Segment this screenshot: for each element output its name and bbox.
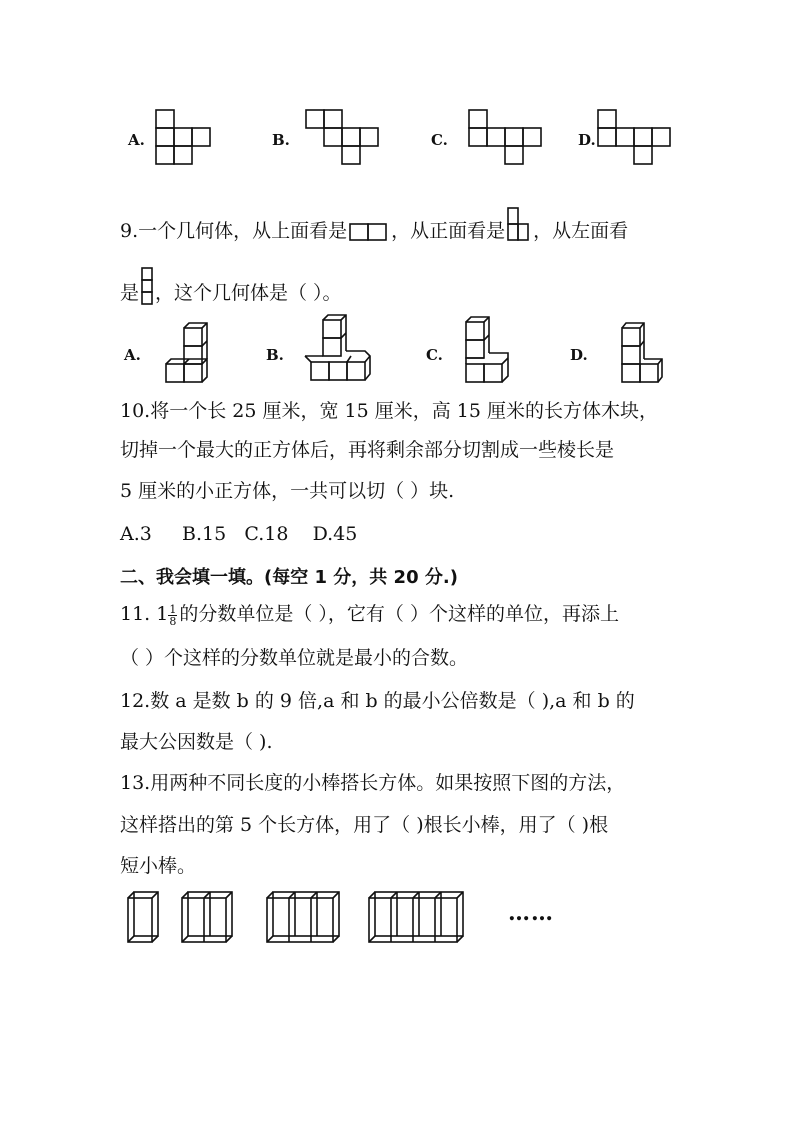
q13-cuboid-4-figure xyxy=(367,888,471,948)
q12-line-1: 12.数 a 是数 b 的 9 倍,a 和 b 的最小公倍数是（ ),a 和 b 的 xyxy=(120,690,635,712)
q11-fraction xyxy=(168,604,177,627)
q13-ellipsis: …… xyxy=(508,900,554,926)
q8-net-b-figure xyxy=(306,110,386,170)
q11-fraction-denominator: 8 xyxy=(169,614,177,628)
q9-question-line-2 xyxy=(120,266,342,306)
q10-line-1: 10.将一个长 25 厘米，宽 15 厘米，高 15 厘米的长方体木块， xyxy=(120,400,658,422)
q11-line-1 xyxy=(120,601,619,627)
q11-line-2: （ ）个这样的分数单位就是最小的合数。 xyxy=(120,647,469,669)
q9-text-d: 是 xyxy=(120,282,140,304)
q10-line-2: 切掉一个最大的正方体后，再将剩余部分切割成一些棱长是 xyxy=(120,439,615,461)
q8-net-c-figure xyxy=(469,110,549,170)
q10-choices: A.3 B.15 C.18 D.45 xyxy=(120,523,358,545)
q13-cuboid-1-figure xyxy=(126,888,166,948)
q13-line-1: 13.用两种不同长度的小棒搭长方体。如果按照下图的方法， xyxy=(120,772,626,794)
q8-option-d-label: D. xyxy=(578,131,596,149)
q13-line-2: 这样搭出的第 5 个长方体，用了（ )根长小棒，用了（ )根 xyxy=(120,814,609,836)
q11-fraction-numerator: 1 xyxy=(169,602,177,616)
q8-net-a-figure xyxy=(156,110,216,170)
q13-line-3: 短小棒。 xyxy=(120,855,197,877)
q9-solid-b-figure xyxy=(305,310,375,390)
q8-option-c-label: C. xyxy=(431,131,448,149)
q8-option-a-label: A. xyxy=(128,131,145,149)
q9-solid-d-figure xyxy=(618,318,668,388)
q9-question-line-1 xyxy=(120,206,628,244)
q9-text-a: 9.一个几何体，从上面看是 xyxy=(120,220,348,242)
q9-text-e: ，这个几何体是（ ）。 xyxy=(155,282,342,304)
q8-option-b-label: B. xyxy=(272,131,290,149)
q9-text-b: ，从正面看是 xyxy=(391,220,506,242)
q12-line-2: 最大公因数是（ ). xyxy=(120,731,273,753)
section-2-heading: 二、我会填一填。(每空 1 分，共 20 分.) xyxy=(120,567,458,588)
q9-front-view-figure xyxy=(506,206,532,244)
q13-cuboid-3-figure xyxy=(265,888,345,948)
q9-top-view-figure xyxy=(349,222,389,242)
q11-line-1-rest: 的分数单位是（ ），它有（ ）个这样的单位，再添上 xyxy=(179,603,619,625)
q9-text-c: ，从左面看 xyxy=(533,220,629,242)
q9-option-c-label: C. xyxy=(426,346,443,364)
q13-cuboid-2-figure xyxy=(180,888,240,948)
q9-left-view-figure xyxy=(140,266,154,306)
q9-solid-a-figure xyxy=(164,318,214,388)
q9-option-a-label: A. xyxy=(124,346,141,364)
q9-option-d-label: D. xyxy=(570,346,588,364)
q11-prefix: 11. 1 xyxy=(120,603,169,625)
q9-solid-c-figure xyxy=(460,312,520,388)
q10-line-3: 5 厘米的小正方体，一共可以切（ ）块. xyxy=(120,480,455,502)
q9-option-b-label: B. xyxy=(266,346,284,364)
q8-net-d-figure xyxy=(598,110,678,170)
